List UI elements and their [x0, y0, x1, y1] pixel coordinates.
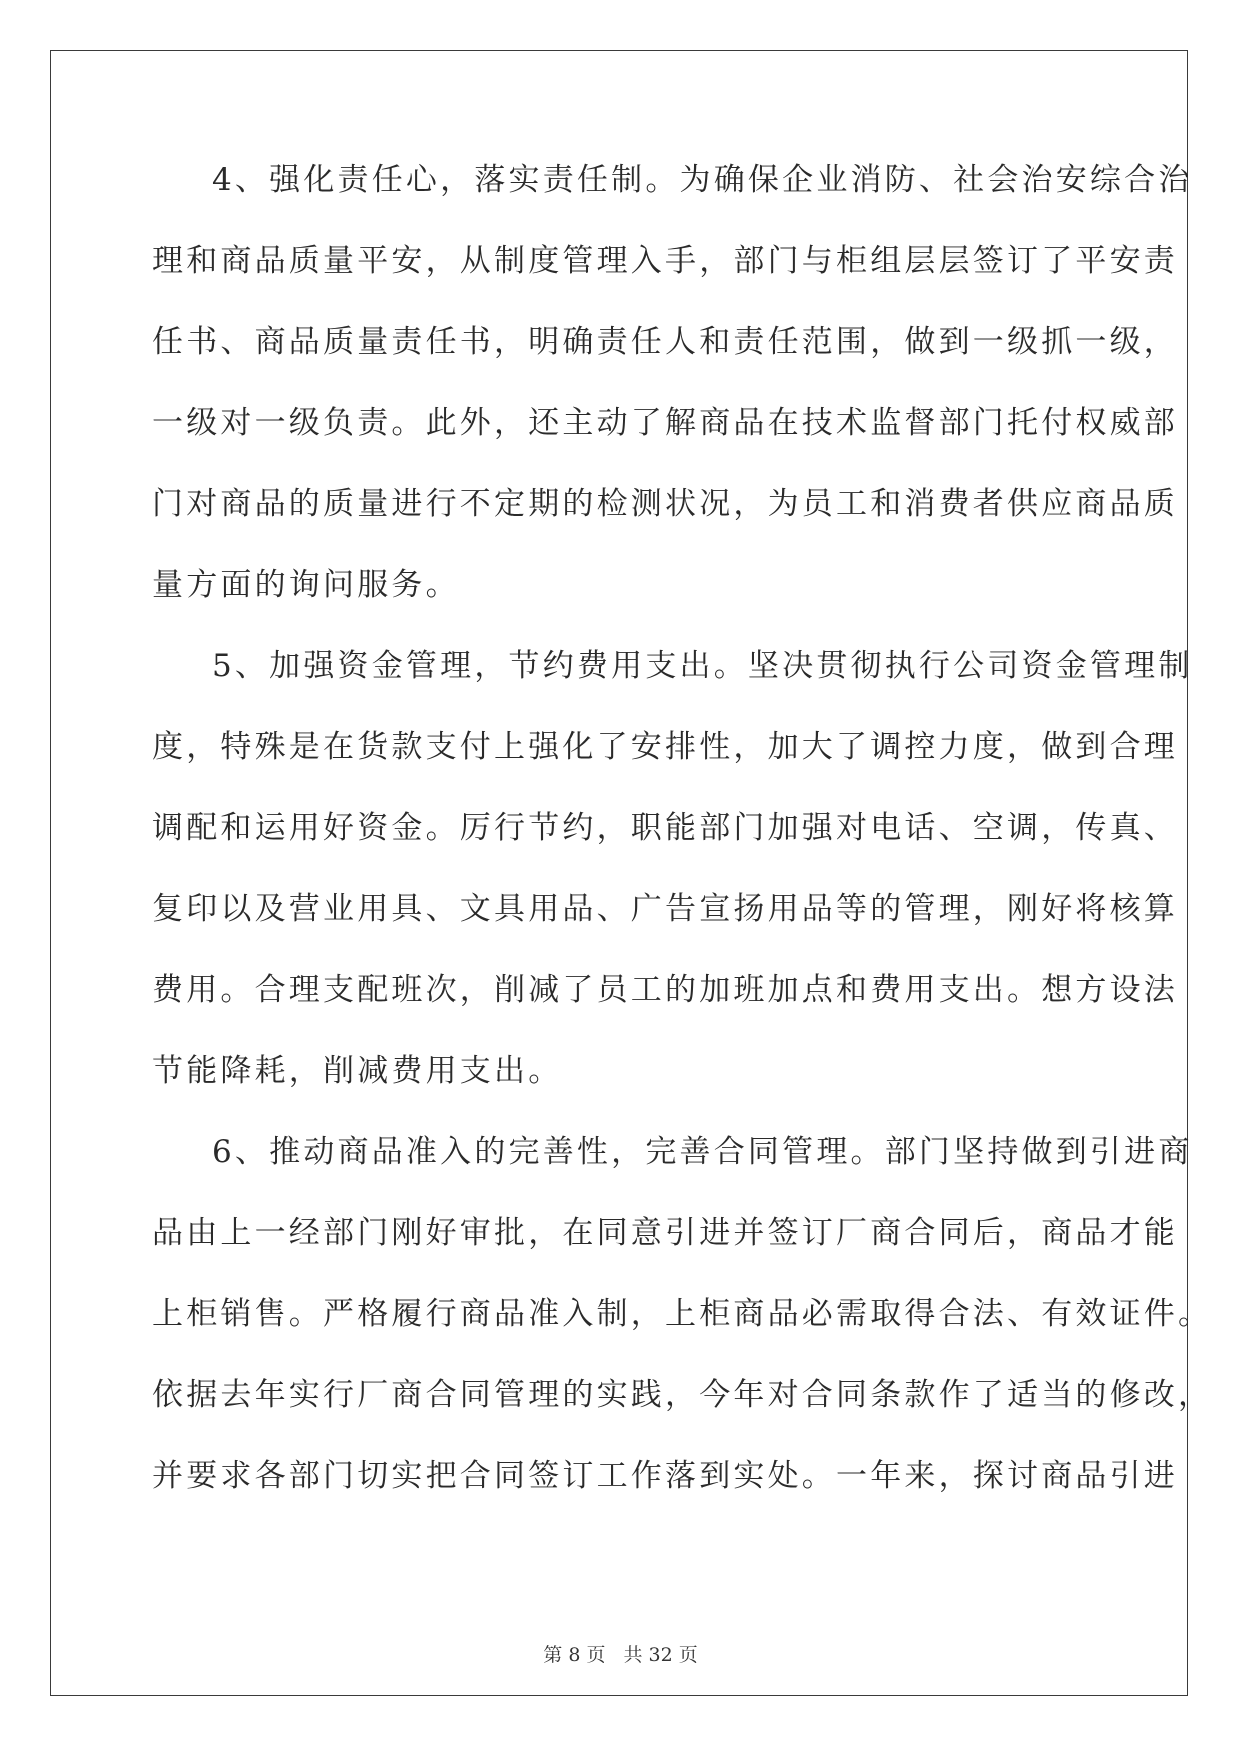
page-footer — [0, 1640, 1241, 1667]
paragraph-5-line-3: 调配和运用好资金。厉行节约，职能部门加强对电话、空调，传真、 — [152, 810, 1178, 846]
paragraph-4-line-6: 量方面的询问服务。 — [152, 567, 460, 603]
page-number-total: 共 32 页 — [623, 1644, 698, 1666]
paragraph-6-line-2: 品由上一经部门刚好审批，在同意引进并签订厂商合同后，商品才能 — [152, 1215, 1178, 1251]
paragraph-5-line-2: 度，特殊是在货款支付上强化了安排性，加大了调控力度，做到合理 — [152, 729, 1178, 765]
paragraph-6-line-1: 6、推动商品准入的完善性，完善合同管理。部门坚持做到引进商 — [212, 1134, 1193, 1170]
paragraph-6-line-5: 并要求各部门切实把合同签订工作落到实处。一年来，探讨商品引进 — [152, 1458, 1178, 1494]
paragraph-4-line-2: 理和商品质量平安，从制度管理入手，部门与柜组层层签订了平安责 — [152, 243, 1178, 279]
paragraph-6-line-4: 依据去年实行厂商合同管理的实践，今年对合同条款作了适当的修改， — [152, 1377, 1213, 1413]
paragraph-5-line-1: 5、加强资金管理，节约费用支出。坚决贯彻执行公司资金管理制 — [212, 648, 1193, 684]
paragraph-5-line-5: 费用。合理支配班次，削减了员工的加班加点和费用支出。想方设法 — [152, 972, 1178, 1008]
paragraph-4-line-3: 任书、商品质量责任书，明确责任人和责任范围，做到一级抓一级， — [152, 324, 1178, 360]
paragraph-4-line-5: 门对商品的质量进行不定期的检测状况，为员工和消费者供应商品质 — [152, 486, 1178, 522]
paragraph-4-line-4: 一级对一级负责。此外，还主动了解商品在技术监督部门托付权威部 — [152, 405, 1178, 441]
paragraph-5-line-6: 节能降耗，削减费用支出。 — [152, 1053, 563, 1089]
paragraph-6-line-3: 上柜销售。严格履行商品准入制，上柜商品必需取得合法、有效证件。 — [152, 1296, 1213, 1332]
paragraph-5-line-4: 复印以及营业用具、文具用品、广告宣扬用品等的管理，刚好将核算 — [152, 891, 1178, 927]
paragraph-4-line-1: 4、强化责任心，落实责任制。为确保企业消防、社会治安综合治 — [212, 162, 1193, 198]
page-number-current: 第 8 页 — [543, 1644, 606, 1666]
document-body — [152, 162, 1213, 1539]
